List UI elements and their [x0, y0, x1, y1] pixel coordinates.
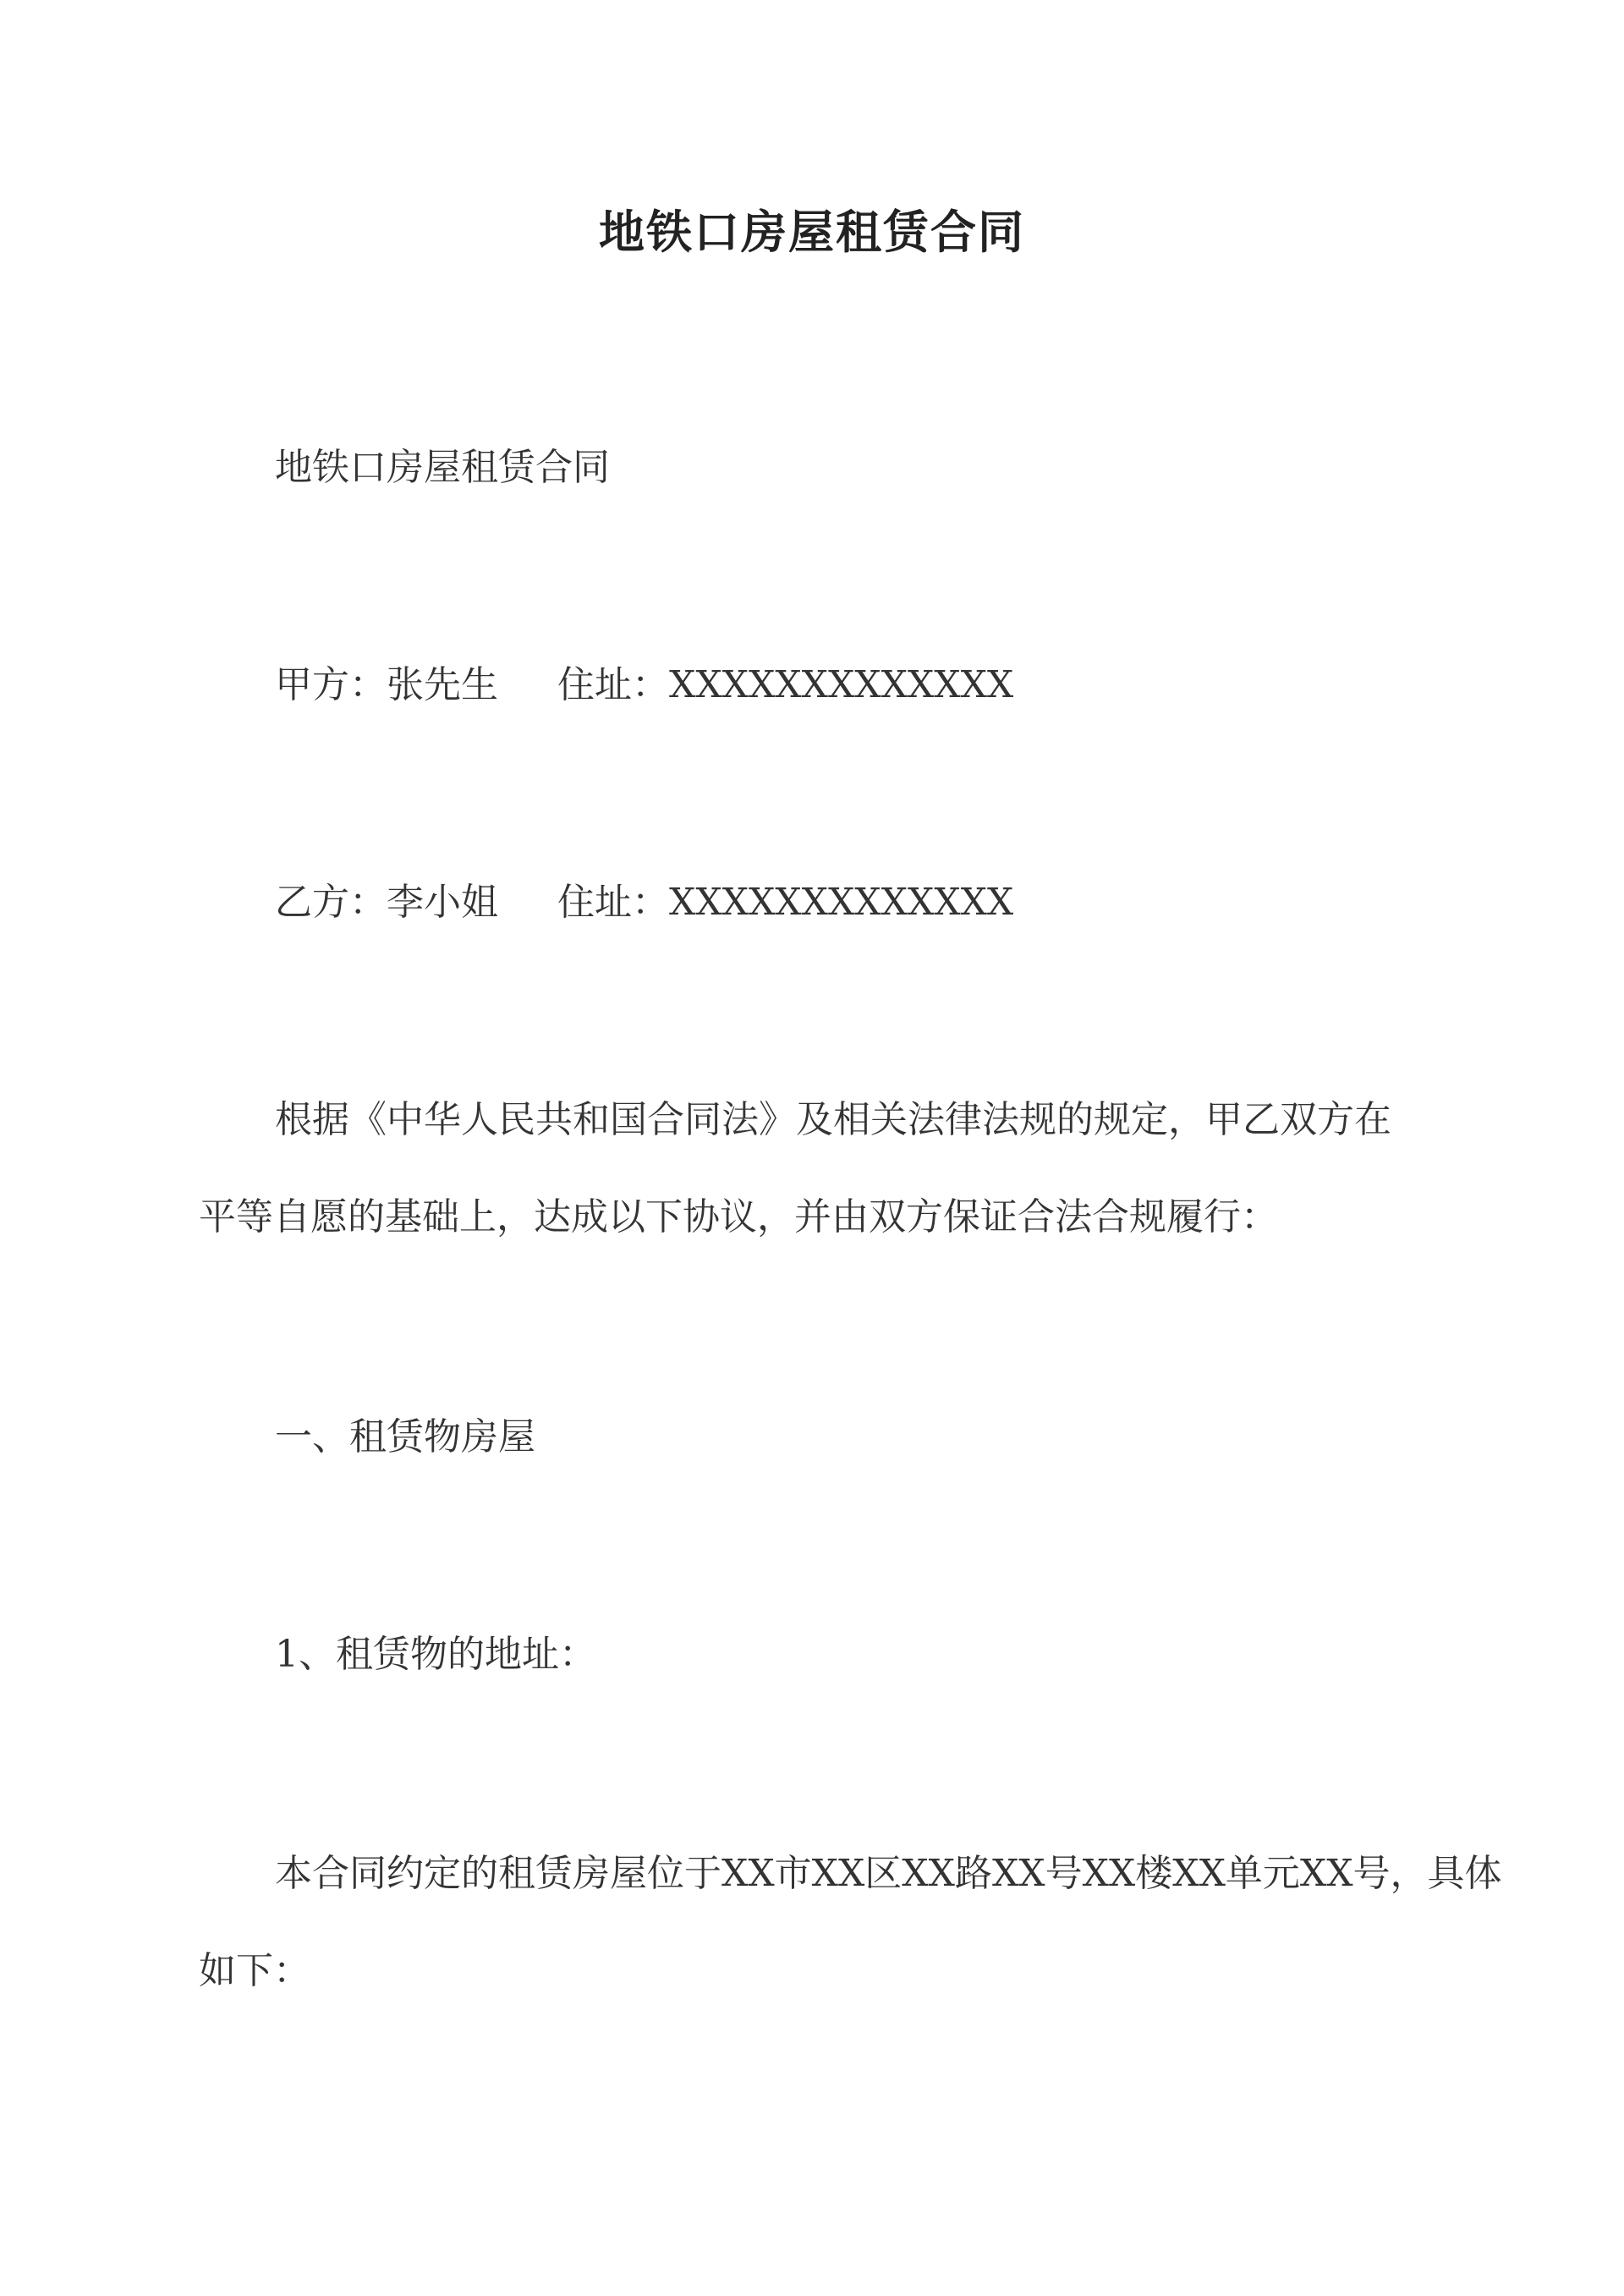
section-1-body-line-1: 本合同约定的租赁房屋位于XX市XX区XX路XX号XX楼XX单元XX号，具体 — [275, 1852, 1502, 1895]
section-1-heading: 一、租赁物房屋 — [275, 1415, 535, 1458]
section-1-body-line-2: 如下： — [199, 1949, 310, 1992]
party-b-line — [275, 858, 1013, 948]
party-b-address: 住址：XXXXXXXXXXXXX — [557, 881, 1014, 924]
document-title: 地铁口房屋租赁合同 — [599, 205, 1025, 259]
preamble-line-1: 根据《中华人民共和国合同法》及相关法律法规的规定，甲乙双方在 — [275, 1098, 1391, 1141]
party-a-address: 住址：XXXXXXXXXXXXX — [557, 663, 1014, 706]
party-b-label: 乙方：李小姐 — [275, 881, 498, 924]
party-a-line — [275, 640, 1013, 730]
party-a-label: 甲方：张先生 — [275, 663, 498, 706]
section-1-item-1: 1、租赁物的地址： — [275, 1633, 596, 1676]
preamble-line-2: 平等自愿的基础上，达成以下协议，并由双方保证合法合规履行： — [199, 1195, 1278, 1239]
contract-subtitle: 地铁口房屋租赁合同 — [275, 446, 610, 489]
